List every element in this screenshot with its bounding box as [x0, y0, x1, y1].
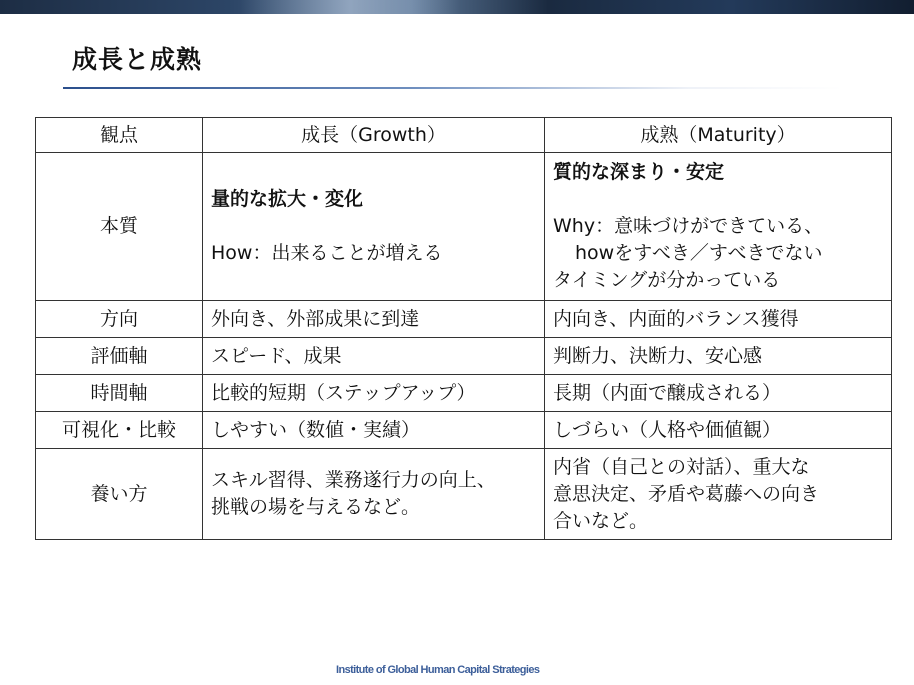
cultivation-maturity-cell — [545, 449, 892, 540]
footer-institute-name: Institute of Global Human Capital Strategies — [336, 664, 540, 676]
essence-maturity-cell — [545, 153, 892, 301]
essence-growth-heading: 量的な拡大・変化 — [211, 188, 364, 210]
essence-growth-text: How：出来ることが増える — [211, 242, 443, 264]
cultivation-growth-line1: スキル習得、業務遂行力の向上、 — [211, 469, 496, 491]
time-growth: 比較的短期（ステップアップ） — [203, 375, 545, 412]
cultivation-maturity-line1: 内省（自己との対話）、重大な — [553, 455, 810, 478]
header-row — [36, 118, 892, 153]
essence-maturity-line2: howをすべき／すべきでない — [575, 242, 823, 264]
essence-maturity-line1: Why：意味づけができている、 — [553, 215, 824, 237]
essence-maturity-line3: タイミングが分かっている — [553, 269, 781, 291]
cultivation-growth-cell — [203, 449, 545, 540]
header-viewpoint: 観点 — [36, 118, 203, 153]
time-maturity: 長期（内面で醸成される） — [545, 375, 892, 412]
table-row-direction — [36, 301, 892, 338]
table-row-visibility — [36, 412, 892, 449]
header-growth: 成長（Growth） — [203, 118, 545, 153]
row-label-visibility: 可視化・比較 — [36, 412, 203, 449]
table-row-cultivation — [36, 449, 892, 540]
direction-maturity: 内向き、内面的バランス獲得 — [545, 301, 892, 338]
cultivation-maturity-line2: 意思決定、矛盾や葛藤への向き — [553, 482, 820, 505]
row-label-evaluation: 評価軸 — [36, 338, 203, 375]
header-maturity: 成熟（Maturity） — [545, 118, 892, 153]
title-underline — [63, 87, 843, 89]
evaluation-growth: スピード、成果 — [203, 338, 545, 375]
table-row-time — [36, 375, 892, 412]
direction-growth: 外向き、外部成果に到達 — [203, 301, 545, 338]
evaluation-maturity: 判断力、決断力、安心感 — [545, 338, 892, 375]
visibility-maturity: しづらい（人格や価値観） — [545, 412, 892, 449]
row-label-direction: 方向 — [36, 301, 203, 338]
row-label-essence: 本質 — [36, 153, 203, 301]
top-banner — [0, 0, 914, 14]
row-label-time: 時間軸 — [36, 375, 203, 412]
cultivation-maturity-line3: 合いなど。 — [553, 509, 649, 532]
essence-maturity-heading: 質的な深まり・安定 — [553, 161, 725, 183]
table-row-essence — [36, 153, 892, 301]
table-row-evaluation — [36, 338, 892, 375]
cultivation-growth-line2: 挑戦の場を与えるなど。 — [211, 496, 421, 518]
slide-title: 成長と成熟 — [72, 45, 203, 74]
comparison-table — [35, 117, 892, 540]
essence-growth-cell — [203, 153, 545, 301]
visibility-growth: しやすい（数値・実績） — [203, 412, 545, 449]
row-label-cultivation: 養い方 — [36, 449, 203, 540]
